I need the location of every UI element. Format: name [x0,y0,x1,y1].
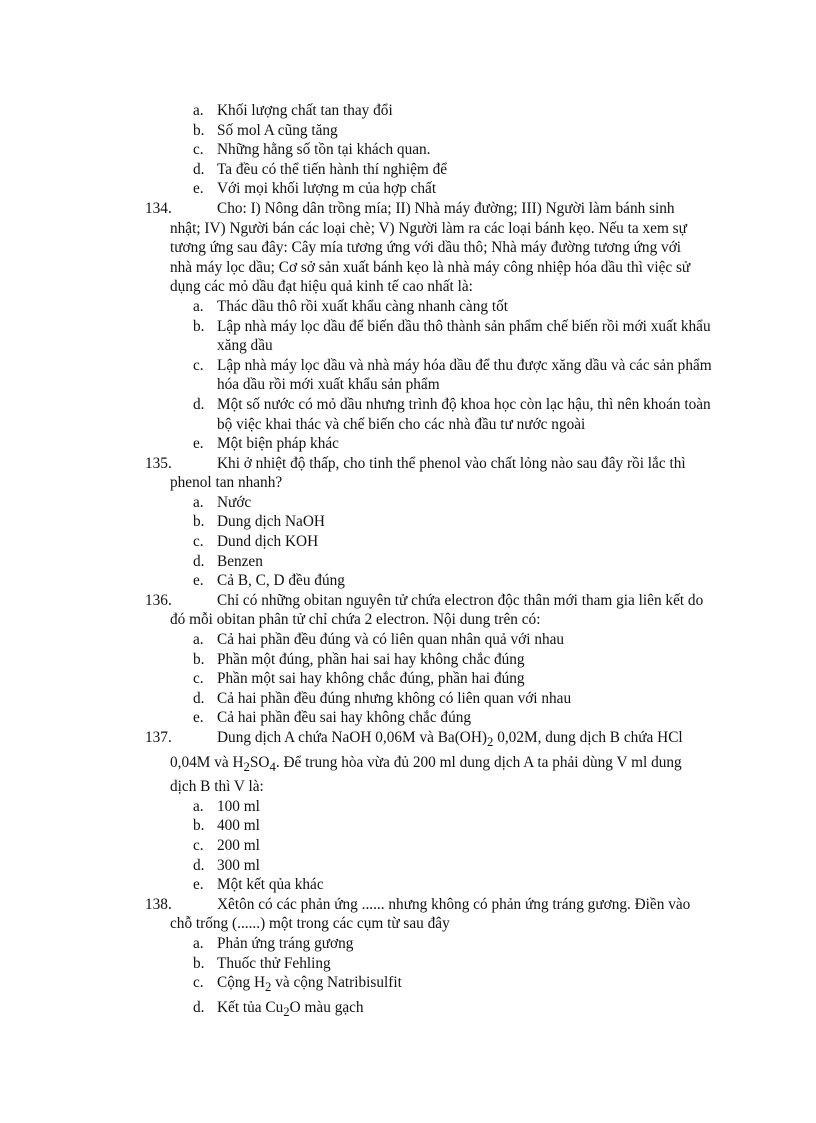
answer-option [0,532,816,552]
question-stem [0,199,816,297]
option-label: c. [193,670,204,688]
option-label: b. [193,954,205,972]
option-text: Một số nước có mỏ dầu nhưng trình độ khoa học còn lạc hậu, thì nên khoán toàn bộ việc khai thác và chế biến cho các nhà đầu tư nước ngoài [217,395,711,433]
option-text: Phần một đúng, phần hai sai hay không chắc đúng [217,650,525,668]
option-text: Nước [217,493,252,511]
answer-option [0,836,816,856]
answer-option [0,689,816,709]
option-label: b. [193,317,205,335]
question-number: 134. [145,199,172,217]
option-text: Ta đều có thể tiến hành thí nghiệm để [217,160,448,178]
answer-option [0,797,816,817]
option-text: 100 ml [217,797,260,815]
question-number: 138. [145,895,172,913]
answer-option [0,512,816,532]
option-label: e. [193,572,204,590]
option-text: 400 ml [217,817,260,835]
option-text: Dung dịch NaOH [217,513,325,531]
question-text: Khi ở nhiệt độ thấp, cho tinh thể phenol vào chất lỏng nào sau đây rồi lắc thì phenol tan nhanh? [170,454,686,492]
answer-option [0,493,816,513]
question-text: Chỉ có những obitan nguyên tử chứa electron độc thân mới tham gia liên kết do đó mỗi obitan phân tử chỉ chứa 2 electron. Nội dung trên có: [170,591,704,629]
option-label: d. [193,998,205,1016]
question-list [0,101,816,1023]
option-label: d. [193,395,205,413]
option-label: e. [193,876,204,894]
answer-option [0,121,816,141]
option-label: c. [193,141,204,159]
answer-option [0,160,816,180]
option-text: Cả hai phần đều đúng nhưng không có liên quan với nhau [217,689,572,707]
option-text: Thác dầu thô rồi xuất khẩu càng nhanh càng tốt [217,297,508,315]
answer-option [0,669,816,689]
answer-option [0,434,816,454]
option-text: Cả B, C, D đều đúng [217,572,345,590]
option-label: e. [193,180,204,198]
option-text: Khối lượng chất tan thay đổi [217,102,393,119]
answer-option [0,998,816,1023]
option-label: a. [193,631,204,649]
answer-option [0,856,816,876]
option-text: Số mol A cũng tăng [217,121,338,139]
option-text: Benzen [217,552,263,570]
answer-option [0,630,816,650]
option-label: d. [193,160,205,178]
question-number: 137. [145,729,172,746]
option-text: 300 ml [217,856,260,874]
answer-option [0,708,816,728]
question-stem [0,591,816,630]
answer-option [0,816,816,836]
answer-option [0,179,816,199]
answer-option [0,875,816,895]
option-label: d. [193,856,205,874]
question-text: Dung dịch A chứa NaOH 0,06M và $Ba(OH)_2$ 0,02M, dung dịch B chứa HCl 0,04M và $H_2SO_4$. Để trung hòa vừa đủ 200 ml dung dịch A ta phải dùng V ml dung dịch B thì V là: [170,729,683,796]
answer-option [0,973,816,998]
question-stem [0,895,816,934]
option-text: Những hằng số tồn tại khách quan. [217,141,431,159]
answer-option [0,297,816,317]
answer-option [0,571,816,591]
option-label: a. [193,297,204,315]
option-text: Lập nhà máy lọc dầu để biến dầu thô thành sản phẩm chế biến rồi mới xuất khẩu xăng dầu [217,317,711,355]
option-text: Phần một sai hay không chắc đúng, phần hai đúng [217,670,525,688]
question-stem [0,454,816,493]
option-label: c. [193,533,204,551]
option-label: a. [193,102,204,119]
question-number: 136. [145,591,172,609]
option-label: a. [193,493,204,511]
option-text: Một kết qủa khác [217,876,324,894]
question-text: Xêtôn có các phản ứng ...... nhưng không có phản ứng tráng gương. Điền vào chỗ trống (......) một trong các cụm từ sau đây [170,895,691,933]
question-number: 135. [145,454,172,472]
answer-option [0,101,816,121]
answer-option [0,395,816,434]
answer-option [0,140,816,160]
option-text: Thuốc thử Fehling [217,954,331,972]
answer-option [0,650,816,670]
option-label: b. [193,513,205,531]
option-text: Lập nhà máy lọc dầu và nhà máy hóa dầu để thu được xăng dầu và các sản phẩm hóa dầu rồi mới xuất khẩu sản phẩm [217,356,712,394]
option-label: b. [193,121,205,139]
option-label: d. [193,689,205,707]
option-label: d. [193,552,205,570]
option-label: e. [193,435,204,453]
option-label: c. [193,356,204,374]
option-text: Phản ứng tráng gương [217,935,354,953]
answer-option [0,954,816,974]
option-text: Dund dịch KOH [217,533,319,551]
option-label: c. [193,837,204,855]
option-label: a. [193,797,204,815]
option-text: Cả hai phần đều đúng và có liên quan nhân quả với nhau [217,631,565,649]
option-text: Kết tủa $Cu_2O$ màu gạch [217,998,364,1019]
option-label: e. [193,709,204,727]
option-text: Cả hai phần đều sai hay không chắc đúng [217,709,472,727]
option-text: Cộng $H_2$ và cộng Natribisulfit [217,974,402,995]
option-text: Với mọi khối lượng m của hợp chất [217,180,437,198]
answer-option [0,317,816,356]
option-label: b. [193,817,205,835]
option-label: a. [193,935,204,953]
question-stem [0,728,816,797]
answer-option [0,552,816,572]
option-label: c. [193,974,204,992]
answer-option [0,934,816,954]
option-label: b. [193,650,205,668]
answer-option [0,356,816,395]
option-text: 200 ml [217,837,260,855]
option-text: Một biện pháp khác [217,435,339,453]
question-text: Cho: I) Nông dân trồng mía; II) Nhà máy đường; III) Người làm bánh sinh nhật; IV) Người bán các loại chè; V) Người làm ra các loại bánh kẹo. Nếu ta xem sự tương ứng sau đây: Cây mía tương ứng với dầu thô; Nhà máy đường tương ứng với nhà máy lọc dầu; Cơ sở sản xuất bánh kẹo là nhà máy công nhiệp hóa dầu thì việc sử dụng các mỏ dầu đạt hiệu quả kinh tế cao nhất là: [170,199,691,296]
